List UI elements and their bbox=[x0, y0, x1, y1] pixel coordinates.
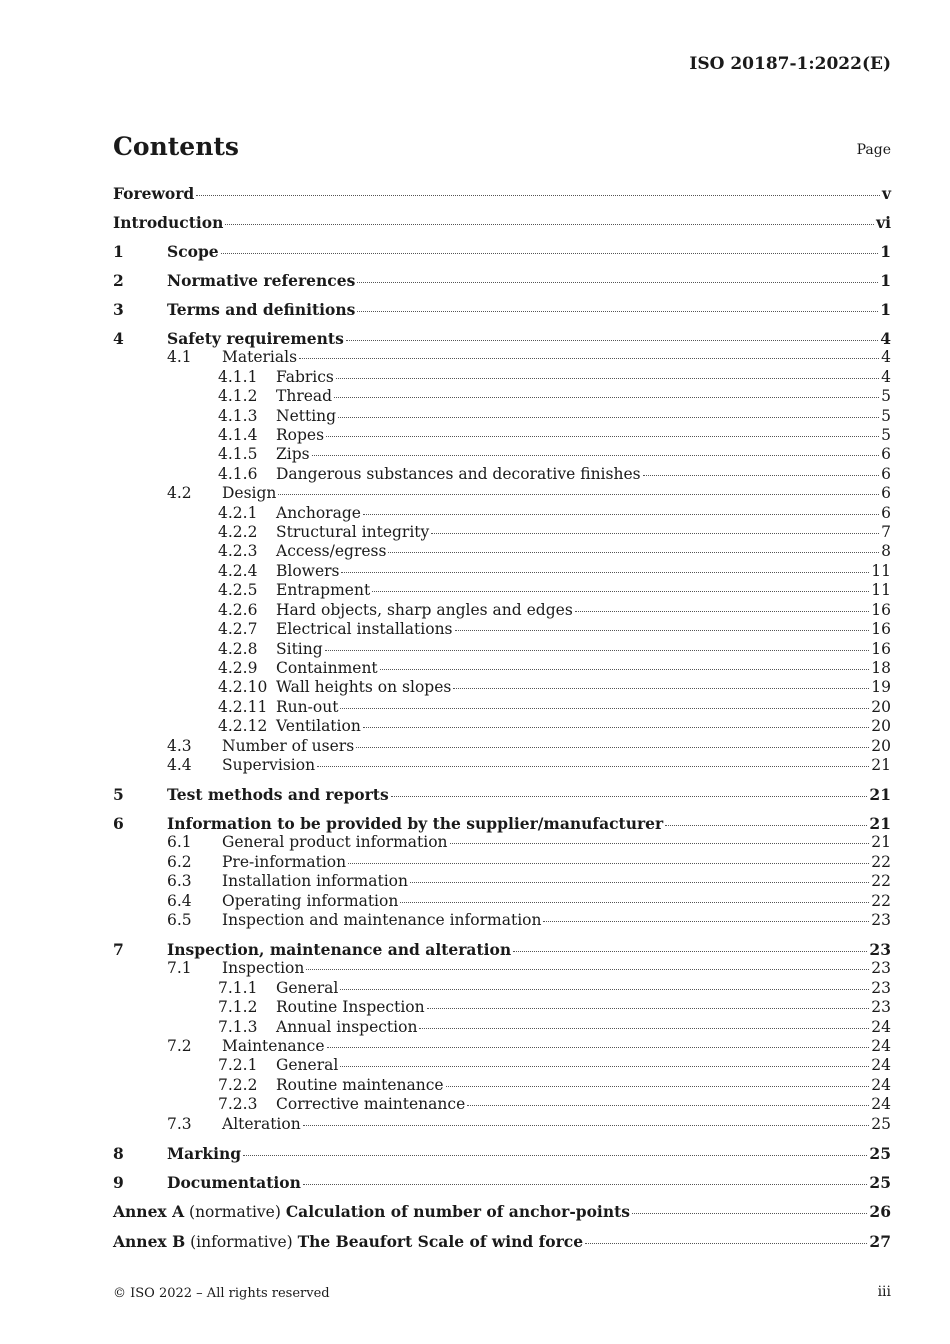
dot-leader bbox=[306, 969, 869, 970]
toc-entry[interactable] bbox=[113, 1037, 891, 1056]
dot-leader bbox=[391, 796, 868, 797]
toc-entry-title: Run-out bbox=[276, 697, 339, 716]
toc-entry-number: 4.2.11 bbox=[218, 697, 268, 716]
toc-entry[interactable] bbox=[113, 1018, 891, 1037]
toc-entry-title: Inspection bbox=[222, 959, 305, 978]
page-number: iii bbox=[877, 1284, 891, 1300]
toc-entry-number: 2 bbox=[113, 271, 124, 290]
toc-entry-number: 7.2.1 bbox=[218, 1056, 258, 1075]
toc-entry-title: General product information bbox=[222, 833, 448, 852]
toc-entry-page: 20 bbox=[871, 717, 891, 736]
dot-leader bbox=[431, 533, 879, 534]
toc-entry-title: Marking bbox=[167, 1143, 242, 1163]
toc-entry[interactable] bbox=[113, 242, 891, 261]
toc-entry-title: Terms and definitions bbox=[167, 300, 356, 319]
toc-entry-page: 21 bbox=[871, 833, 891, 852]
toc-entry-page: 24 bbox=[871, 1037, 891, 1055]
toc-entry-title: Supervision bbox=[222, 755, 316, 774]
toc-entry[interactable] bbox=[113, 717, 891, 736]
toc-entry-page: 8 bbox=[881, 542, 891, 561]
dot-leader bbox=[340, 989, 869, 990]
toc-entry-title: Containment bbox=[276, 658, 378, 677]
toc-entry[interactable] bbox=[113, 872, 891, 891]
toc-entry[interactable] bbox=[113, 1202, 891, 1222]
toc-entry-page: 21 bbox=[871, 755, 891, 774]
toc-entry[interactable] bbox=[113, 300, 891, 319]
toc-entry-title: Materials bbox=[222, 348, 298, 367]
toc-entry-page: 6 bbox=[881, 503, 891, 522]
toc-entry-page: 20 bbox=[871, 697, 891, 716]
toc-entry[interactable] bbox=[113, 601, 891, 620]
toc-entry[interactable] bbox=[113, 465, 891, 484]
toc-entry-number: 4.1.6 bbox=[218, 464, 258, 483]
dot-leader bbox=[467, 1105, 869, 1106]
toc-entry-number: 4.1.2 bbox=[218, 387, 258, 406]
toc-entry-number: 4.2.4 bbox=[218, 561, 258, 580]
toc-entry-number: 6 bbox=[113, 813, 124, 833]
toc-entry-page: 22 bbox=[871, 891, 891, 910]
toc-entry-title: Wall heights on slopes bbox=[276, 678, 452, 697]
toc-entry[interactable] bbox=[113, 1232, 891, 1252]
toc-entry-number: 7.2.2 bbox=[218, 1075, 258, 1094]
toc-entry-page: 16 bbox=[871, 620, 891, 639]
dot-leader bbox=[357, 311, 878, 312]
toc-entry-page: 23 bbox=[871, 959, 891, 978]
dot-leader bbox=[419, 1028, 869, 1029]
dot-leader bbox=[334, 397, 879, 398]
toc-entry[interactable] bbox=[113, 678, 891, 697]
toc-entry-number: 9 bbox=[113, 1172, 124, 1192]
toc-entry-page: 5 bbox=[881, 426, 891, 445]
toc-entry[interactable] bbox=[113, 620, 891, 639]
dot-leader bbox=[341, 572, 869, 573]
toc-entry-title: Anchorage bbox=[276, 503, 361, 522]
dot-leader bbox=[326, 436, 879, 437]
toc-entry-title: Documentation bbox=[167, 1172, 301, 1192]
toc-entry-number: 4.2 bbox=[167, 484, 192, 503]
toc-entry[interactable] bbox=[113, 1144, 891, 1163]
annex-title: Calculation of number of anchor-points bbox=[285, 1201, 630, 1221]
toc-entry[interactable] bbox=[113, 959, 891, 978]
toc-entry[interactable] bbox=[113, 407, 891, 426]
toc-entry[interactable] bbox=[113, 184, 891, 203]
page-column-label: Page bbox=[856, 142, 891, 158]
toc-entry-page: 22 bbox=[871, 872, 891, 891]
toc-entry-number: 6.3 bbox=[167, 872, 192, 891]
toc-entry-page: 5 bbox=[881, 406, 891, 425]
toc-entry-number: 7.2.3 bbox=[218, 1095, 258, 1114]
toc-entry-title: Safety requirements bbox=[167, 329, 344, 348]
toc-entry-page: 22 bbox=[871, 852, 891, 871]
toc-entry-number: 4 bbox=[113, 329, 124, 348]
toc-entry-title: Access/egress bbox=[276, 542, 387, 561]
copyright-notice: © ISO 2022 – All rights reserved bbox=[113, 1286, 330, 1301]
toc-entry[interactable] bbox=[113, 484, 891, 503]
toc-entry[interactable] bbox=[113, 213, 891, 232]
toc-entry-page: 16 bbox=[871, 600, 891, 619]
dot-leader bbox=[356, 747, 869, 748]
toc-entry-number: 6.2 bbox=[167, 852, 192, 871]
toc-entry-number: 4.3 bbox=[167, 736, 192, 755]
toc-entry-title: General bbox=[276, 1056, 339, 1075]
toc-entry-number: 4.2.5 bbox=[218, 581, 258, 600]
toc-entry-page: 26 bbox=[869, 1201, 891, 1221]
toc-entry-title: Scope bbox=[167, 242, 219, 261]
dot-leader bbox=[643, 475, 880, 476]
toc-entry-page: 25 bbox=[869, 1143, 891, 1163]
toc-entry-title: Pre-information bbox=[222, 852, 347, 871]
toc-entry[interactable] bbox=[113, 1115, 891, 1134]
toc-entry-page: 7 bbox=[881, 523, 891, 542]
toc-entry-number: 1 bbox=[113, 242, 124, 261]
toc-entry-number: 8 bbox=[113, 1143, 124, 1163]
toc-entry[interactable] bbox=[113, 698, 891, 717]
toc-entry-title: Inspection, maintenance and alteration bbox=[167, 939, 512, 959]
annex-label: Annex A bbox=[113, 1201, 185, 1221]
toc-entry-number: 4.2.6 bbox=[218, 600, 258, 619]
toc-entry[interactable] bbox=[113, 426, 891, 445]
toc-entry-number: 6.4 bbox=[167, 891, 192, 910]
annex-type-note: (informative) bbox=[185, 1232, 298, 1251]
toc-entry-number: 4.1.1 bbox=[218, 367, 258, 386]
toc-entry[interactable] bbox=[113, 348, 891, 367]
toc-entry-title: Information to be provided by the supplier/manufacturer bbox=[167, 813, 664, 833]
toc-entry-title: Routine Inspection bbox=[276, 998, 425, 1017]
toc-entry-number: 7.1.3 bbox=[218, 1017, 258, 1036]
toc-entry-page: 4 bbox=[881, 348, 891, 367]
toc-entry-number: 4.2.9 bbox=[218, 658, 258, 677]
toc-entry-number: 4.1.4 bbox=[218, 426, 258, 445]
toc-entry-title: Fabrics bbox=[276, 367, 334, 386]
toc-entry-number: 7.1.1 bbox=[218, 978, 258, 997]
toc-entry-title: Ropes bbox=[276, 426, 325, 445]
toc-entry[interactable] bbox=[113, 785, 891, 804]
annex-type-note: (normative) bbox=[184, 1202, 286, 1221]
toc-entry-title: Dangerous substances and decorative finishes bbox=[276, 464, 641, 483]
toc-entry[interactable] bbox=[113, 542, 891, 561]
dot-leader bbox=[513, 951, 867, 952]
dot-leader bbox=[575, 611, 869, 612]
dot-leader bbox=[317, 766, 869, 767]
toc-entry[interactable] bbox=[113, 504, 891, 523]
toc-entry[interactable] bbox=[113, 892, 891, 911]
toc-entry-number: 4.2.3 bbox=[218, 542, 258, 561]
toc-entry-title: Corrective maintenance bbox=[276, 1095, 466, 1114]
toc-entry-title bbox=[113, 1232, 583, 1252]
toc-entry-title: Routine maintenance bbox=[276, 1075, 444, 1094]
toc-entry-title: Operating information bbox=[222, 891, 399, 910]
dot-leader bbox=[346, 340, 878, 341]
toc-entry-page: 1 bbox=[880, 271, 891, 290]
toc-entry-title: Blowers bbox=[276, 561, 340, 580]
toc-entry-page: 6 bbox=[881, 484, 891, 503]
toc-entry[interactable] bbox=[113, 833, 891, 852]
toc-entry-number: 4.2.10 bbox=[218, 678, 268, 697]
toc-entry[interactable] bbox=[113, 562, 891, 581]
toc-entry-number: 4.4 bbox=[167, 755, 192, 774]
toc-entry[interactable] bbox=[113, 853, 891, 872]
toc-entry-page: 5 bbox=[881, 387, 891, 406]
dot-leader bbox=[340, 1066, 869, 1067]
toc-entry-number: 6.5 bbox=[167, 910, 192, 929]
annex-label: Annex B bbox=[113, 1231, 186, 1251]
dot-leader bbox=[363, 514, 879, 515]
dot-leader bbox=[453, 688, 869, 689]
toc-entry[interactable] bbox=[113, 940, 891, 959]
toc-entry-number: 4.2.1 bbox=[218, 503, 258, 522]
toc-entry-number: 4.1.3 bbox=[218, 406, 258, 425]
toc-entry-number: 3 bbox=[113, 300, 124, 319]
toc-entry-title: Electrical installations bbox=[276, 620, 453, 639]
toc-entry-title: Number of users bbox=[222, 736, 355, 755]
toc-entry-title: Maintenance bbox=[222, 1037, 325, 1055]
toc-entry[interactable] bbox=[113, 911, 891, 930]
dot-leader bbox=[243, 1155, 867, 1156]
toc-entry-number: 7.1 bbox=[167, 959, 192, 978]
toc-entry-title: Normative references bbox=[167, 271, 356, 290]
dot-leader bbox=[410, 882, 869, 883]
toc-entry[interactable] bbox=[113, 368, 891, 387]
toc-entry-number: 7.1.2 bbox=[218, 998, 258, 1017]
toc-entry-page: v bbox=[881, 184, 891, 203]
toc-entry-number: 4.1 bbox=[167, 348, 192, 367]
dot-leader bbox=[225, 224, 874, 225]
toc-entry-title: Netting bbox=[276, 406, 337, 425]
toc-entry-title: Thread bbox=[276, 387, 333, 406]
dot-leader bbox=[336, 378, 879, 379]
toc-entry-number: 4.2.8 bbox=[218, 639, 258, 658]
dot-leader bbox=[400, 902, 869, 903]
toc-entry[interactable] bbox=[113, 814, 891, 833]
toc-entry-title bbox=[113, 1202, 630, 1222]
toc-entry-page: 24 bbox=[871, 1095, 891, 1114]
toc-entry-number: 7.3 bbox=[167, 1114, 192, 1133]
toc-entry-page: 23 bbox=[871, 998, 891, 1017]
toc-entry-title: Foreword bbox=[113, 184, 195, 203]
toc-entry-page: 11 bbox=[871, 561, 891, 580]
toc-entry[interactable] bbox=[113, 271, 891, 290]
dot-leader bbox=[303, 1184, 868, 1185]
toc-entry-title: Annual inspection bbox=[276, 1017, 418, 1036]
toc-entry[interactable] bbox=[113, 387, 891, 406]
toc-entry-page: 4 bbox=[880, 329, 891, 348]
dot-leader bbox=[357, 282, 878, 283]
toc-entry-page: 24 bbox=[871, 1075, 891, 1094]
dot-leader bbox=[278, 494, 879, 495]
toc-entry-title: Entrapment bbox=[276, 581, 371, 600]
dot-leader bbox=[388, 552, 879, 553]
dot-leader bbox=[196, 195, 880, 196]
toc-entry-page: 23 bbox=[869, 939, 891, 959]
toc-entry[interactable] bbox=[113, 737, 891, 756]
annex-title: The Beaufort Scale of wind force bbox=[297, 1231, 584, 1251]
toc-entry-page: 4 bbox=[881, 367, 891, 386]
toc-entry-page: 19 bbox=[871, 678, 891, 697]
toc-entry-page: 24 bbox=[871, 1017, 891, 1036]
toc-entry-page: 21 bbox=[869, 813, 891, 833]
toc-entry-page: 23 bbox=[871, 910, 891, 929]
toc-entry-title: Design bbox=[222, 484, 277, 503]
dot-leader bbox=[363, 727, 869, 728]
toc-entry[interactable] bbox=[113, 445, 891, 464]
dot-leader bbox=[340, 708, 869, 709]
toc-entry-title: Installation information bbox=[222, 872, 408, 891]
dot-leader bbox=[327, 1047, 870, 1048]
toc-entry[interactable] bbox=[113, 640, 891, 659]
toc-entry[interactable] bbox=[113, 523, 891, 542]
toc-entry-page: 11 bbox=[871, 581, 891, 600]
toc-entry[interactable] bbox=[113, 329, 891, 348]
dot-leader bbox=[303, 1125, 870, 1126]
toc-entry-title: Structural integrity bbox=[276, 523, 430, 542]
toc-entry-page: 25 bbox=[869, 1172, 891, 1192]
toc-entry-title: General bbox=[276, 978, 339, 997]
toc-entry[interactable] bbox=[113, 659, 891, 678]
toc-entry-page: 20 bbox=[871, 736, 891, 755]
toc-entry-page: 27 bbox=[869, 1231, 891, 1251]
toc-entry-page: 1 bbox=[880, 242, 891, 261]
toc-entry-page: vi bbox=[876, 213, 891, 232]
dot-leader bbox=[585, 1243, 867, 1244]
dot-leader bbox=[450, 843, 870, 844]
toc-entry-title: Zips bbox=[276, 445, 310, 464]
toc-entry-title: Siting bbox=[276, 639, 323, 658]
dot-leader bbox=[348, 863, 869, 864]
toc-entry[interactable] bbox=[113, 1173, 891, 1192]
toc-entry[interactable] bbox=[113, 979, 891, 998]
dot-leader bbox=[312, 455, 880, 456]
toc-entry-number: 7.2 bbox=[167, 1037, 192, 1055]
toc-entry-number: 6.1 bbox=[167, 833, 192, 852]
dot-leader bbox=[299, 358, 879, 359]
table-of-contents bbox=[113, 184, 891, 1252]
dot-leader bbox=[446, 1086, 870, 1087]
dot-leader bbox=[632, 1213, 867, 1214]
page-title: Contents bbox=[113, 132, 240, 161]
toc-entry-title: Hard objects, sharp angles and edges bbox=[276, 600, 573, 619]
document-id: ISO 20187-1:2022(E) bbox=[689, 54, 891, 74]
toc-entry-page: 18 bbox=[871, 658, 891, 677]
toc-entry-page: 1 bbox=[880, 300, 891, 319]
toc-entry[interactable] bbox=[113, 998, 891, 1017]
dot-leader bbox=[325, 650, 870, 651]
dot-leader bbox=[221, 253, 879, 254]
toc-entry-page: 25 bbox=[871, 1114, 891, 1133]
toc-entry-number: 4.1.5 bbox=[218, 445, 258, 464]
toc-entry-number: 4.2.12 bbox=[218, 717, 268, 736]
dot-leader bbox=[665, 825, 867, 826]
toc-entry[interactable] bbox=[113, 581, 891, 600]
toc-entry-page: 23 bbox=[871, 978, 891, 997]
dot-leader bbox=[427, 1008, 870, 1009]
toc-entry[interactable] bbox=[113, 1056, 891, 1075]
toc-entry-page: 16 bbox=[871, 639, 891, 658]
toc-entry-number: 5 bbox=[113, 784, 124, 804]
toc-entry-title: Inspection and maintenance information bbox=[222, 910, 542, 929]
toc-entry-page: 6 bbox=[881, 464, 891, 483]
toc-entry-title: Alteration bbox=[222, 1114, 301, 1133]
toc-entry-title: Introduction bbox=[113, 213, 224, 232]
dot-leader bbox=[380, 669, 870, 670]
dot-leader bbox=[455, 630, 870, 631]
toc-entry[interactable] bbox=[113, 756, 891, 775]
toc-entry-title: Ventilation bbox=[276, 717, 361, 736]
toc-entry-page: 21 bbox=[869, 784, 891, 804]
toc-entry-number: 4.2.2 bbox=[218, 523, 258, 542]
toc-entry-number: 4.2.7 bbox=[218, 620, 258, 639]
dot-leader bbox=[543, 921, 869, 922]
dot-leader bbox=[338, 417, 879, 418]
toc-entry[interactable] bbox=[113, 1095, 891, 1114]
toc-entry-page: 6 bbox=[881, 445, 891, 464]
dot-leader bbox=[372, 591, 869, 592]
toc-entry-page: 24 bbox=[871, 1056, 891, 1075]
toc-entry[interactable] bbox=[113, 1076, 891, 1095]
toc-entry-number: 7 bbox=[113, 939, 124, 959]
toc-entry-title: Test methods and reports bbox=[167, 784, 389, 804]
